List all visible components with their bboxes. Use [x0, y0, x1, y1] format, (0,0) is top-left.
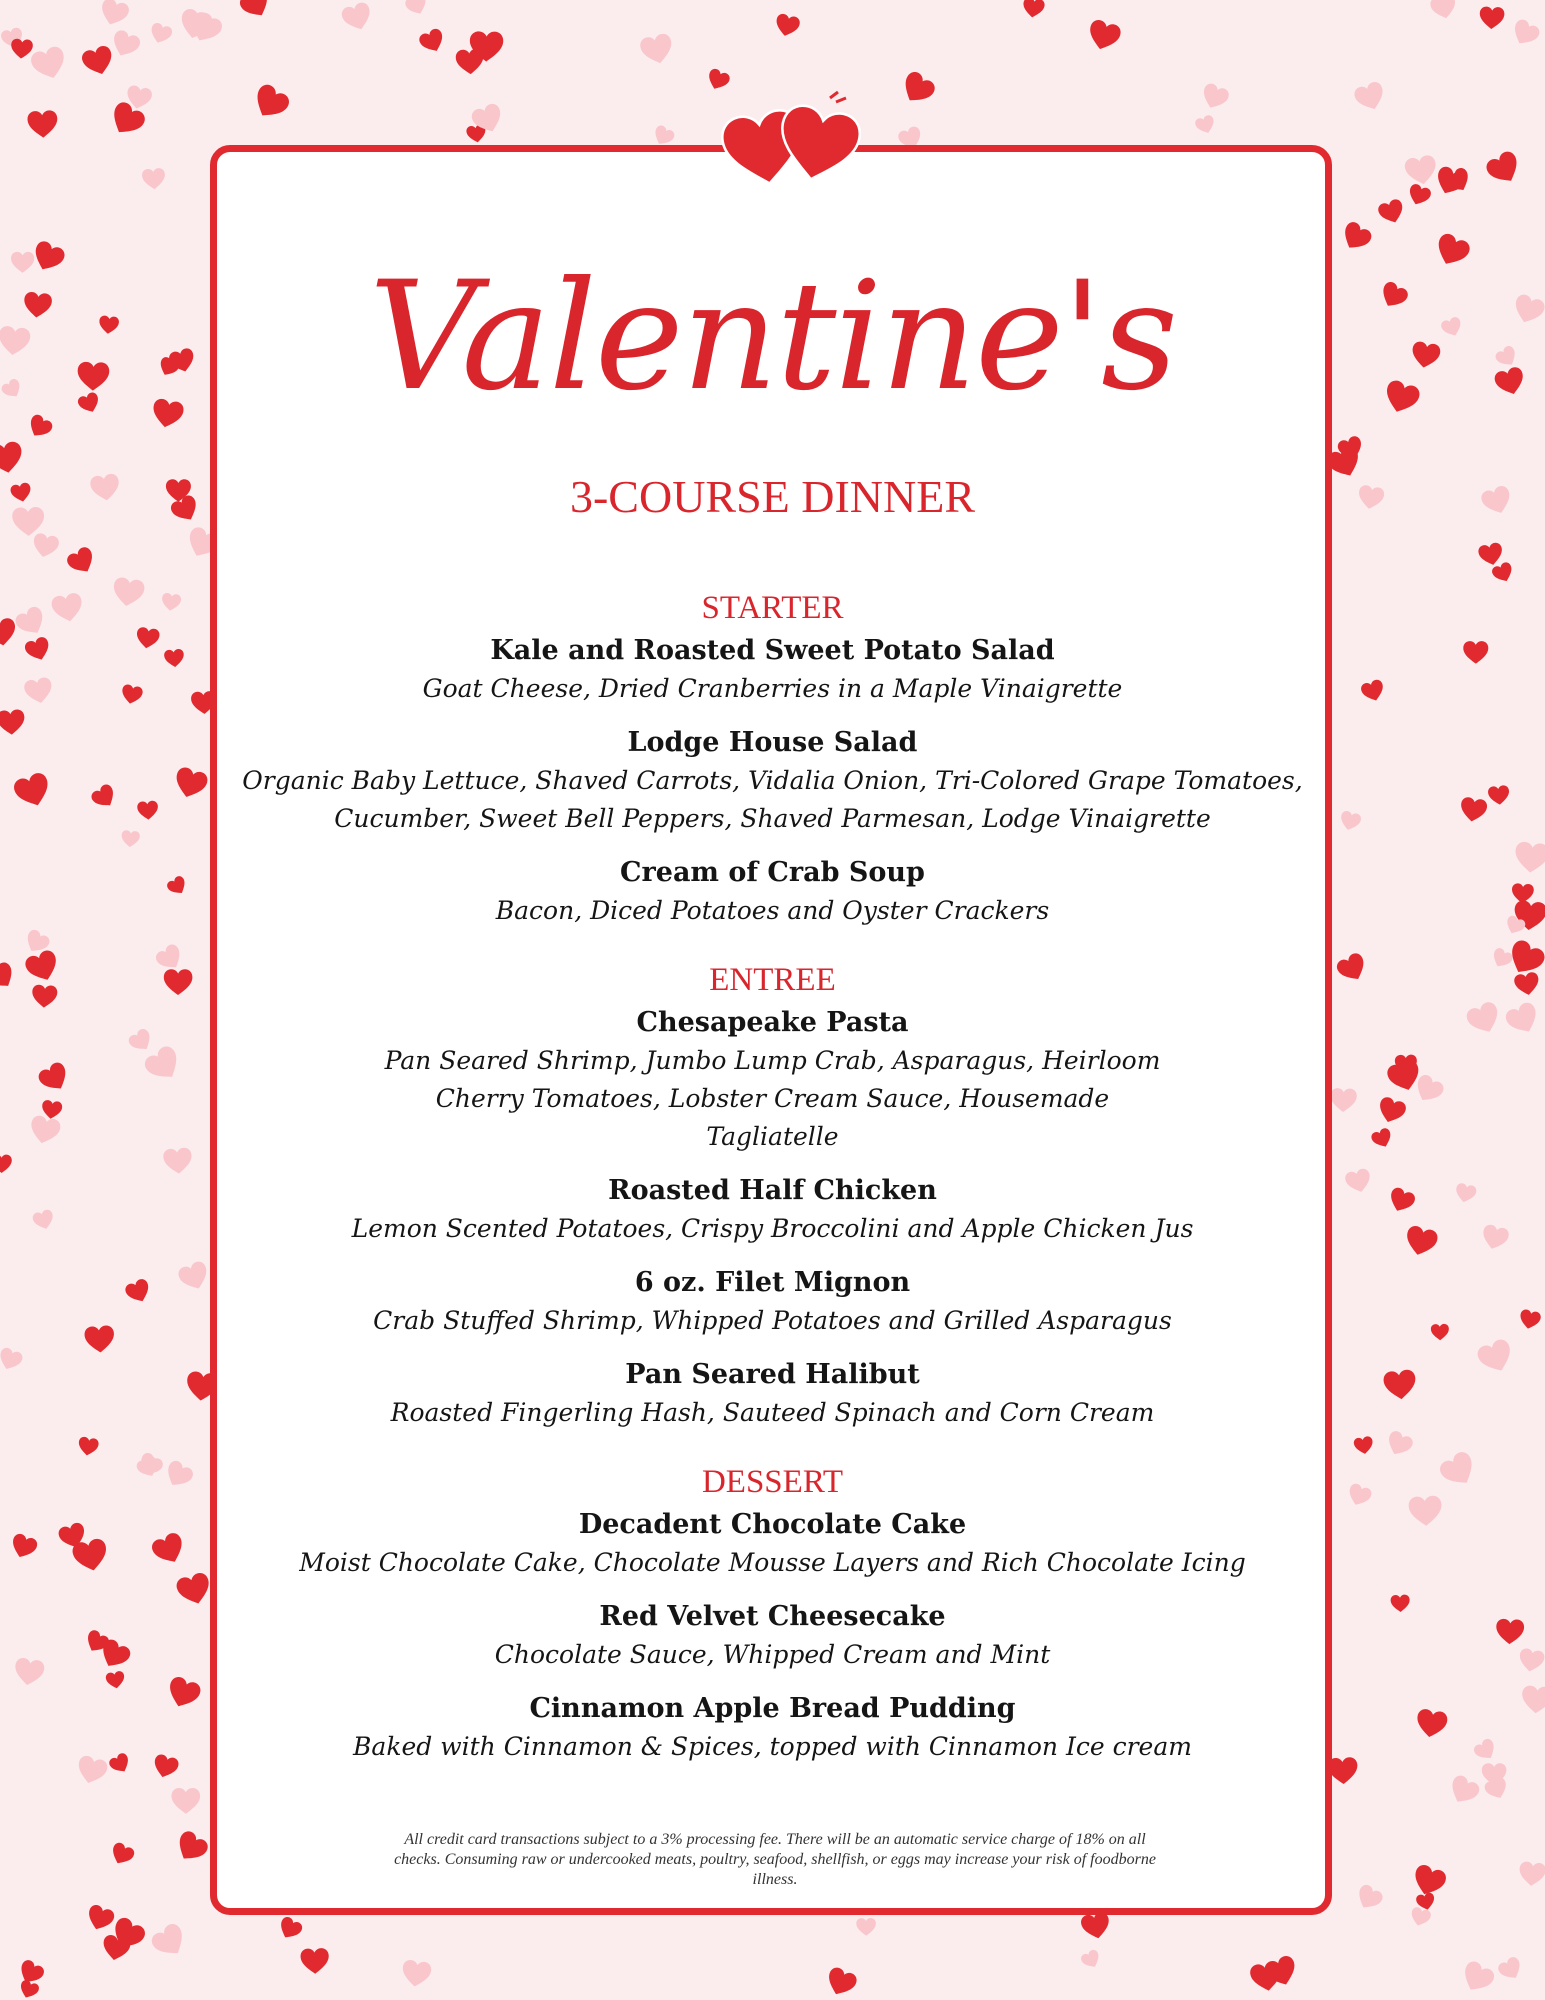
heart-icon: [823, 1965, 859, 1999]
heart-icon: [1459, 796, 1488, 823]
heart-icon: [1385, 1058, 1423, 1094]
twin-hearts-icon: [690, 90, 890, 185]
heart-icon: [1338, 810, 1362, 833]
menu-list: [230, 588, 1315, 1796]
heart-icon: [1353, 1436, 1374, 1456]
heart-icon: [176, 1259, 212, 1293]
heart-icon: [161, 592, 182, 612]
heart-icon: [1328, 1757, 1359, 1785]
heart-icon: [1334, 951, 1370, 986]
heart-icon: [1508, 17, 1541, 50]
heart-icon: [1079, 1948, 1103, 1971]
heart-icon: [1249, 1961, 1284, 1993]
heart-icon: [108, 1841, 136, 1868]
heart-icon: [164, 648, 185, 668]
heart-icon: [0, 709, 26, 736]
heart-icon: [74, 1754, 109, 1787]
heart-icon: [121, 830, 141, 848]
heart-icon: [50, 592, 85, 624]
menu-item-description: Chocolate Sauce, Whipped Cream and Mint: [494, 1640, 1051, 1669]
menu-item-description: Crab Stuffed Shrimp, Whipped Potatoes and Grilled Asparagus: [373, 1306, 1172, 1335]
menu-item-description: Pan Seared Shrimp, Jumbo Lump Crab, Asparagus, Heirloom Cherry Tomatoes, Lobster Cream Sauce, Housemade Tagliatelle: [384, 1046, 1161, 1151]
heart-icon: [80, 44, 116, 78]
heart-icon: [1517, 1647, 1545, 1673]
heart-icon: [1383, 1429, 1415, 1459]
heart-icon: [89, 782, 119, 812]
heart-icon: [300, 1948, 329, 1974]
section-dessert: [230, 1462, 1315, 1766]
heart-icon: [135, 626, 160, 649]
heart-icon: [108, 28, 142, 60]
heart-icon: [172, 1828, 211, 1866]
heart-icon: [340, 1, 375, 34]
heart-icon: [1375, 1095, 1407, 1126]
heart-icon: [1404, 154, 1439, 187]
heart-icon: [400, 1959, 432, 1988]
heart-icon: [164, 1675, 203, 1712]
heart-icon: [149, 1530, 188, 1568]
heart-icon: [1496, 1955, 1525, 1984]
heart-icon: [1383, 1369, 1418, 1401]
heart-icon: [23, 948, 62, 985]
menu-item-name: Red Velvet Cheesecake: [599, 1601, 946, 1632]
heart-icon: [23, 635, 53, 663]
heart-icon: [1345, 1482, 1373, 1509]
heart-icon: [1463, 641, 1488, 664]
heart-icon: [1408, 1495, 1443, 1526]
heart-icon: [1390, 1594, 1410, 1612]
heart-icon: [1330, 1088, 1357, 1113]
heart-icon: [31, 532, 60, 560]
heart-icon: [107, 1751, 133, 1776]
heart-icon: [1518, 1861, 1545, 1887]
heart-icon: [137, 800, 159, 820]
heart-icon: [1513, 971, 1540, 997]
heart-icon: [111, 576, 146, 608]
heart-icon: [123, 1277, 153, 1306]
heart-icon: [84, 1325, 115, 1354]
section-entree: [230, 960, 1315, 1432]
heart-icon: [248, 81, 292, 124]
heart-icon: [1495, 1618, 1524, 1644]
section-heading: ENTREE: [709, 962, 836, 998]
heart-icon: [1437, 1449, 1481, 1492]
heart-icon: [84, 1903, 116, 1934]
menu-item-name: Pan Seared Halibut: [625, 1359, 920, 1390]
heart-icon: [31, 1208, 56, 1231]
heart-icon: [1406, 182, 1433, 208]
heart-icon: [1489, 946, 1514, 971]
heart-icon: [773, 13, 801, 39]
heart-icon: [15, 1958, 46, 1988]
heart-icon: [1475, 1337, 1517, 1377]
heart-icon: [23, 676, 54, 705]
section-starter: [230, 588, 1315, 930]
heart-icon: [163, 1147, 193, 1175]
heart-icon: [31, 984, 57, 1008]
section-heading: STARTER: [701, 590, 844, 626]
heart-icon: [0, 1155, 12, 1173]
heart-icon: [77, 1436, 99, 1457]
menu-item-description: Baked with Cinnamon & Spices, topped with Cinnamon Ice cream: [353, 1732, 1192, 1761]
heart-icon: [171, 765, 209, 801]
heart-icon: [1484, 149, 1525, 189]
heart-icon: [171, 1788, 200, 1814]
heart-icon: [1376, 198, 1406, 227]
heart-icon: [404, 0, 430, 18]
heart-icon: [153, 942, 186, 974]
menu-item-name: Kale and Roasted Sweet Potato Salad: [490, 635, 1055, 666]
heart-icon: [1454, 1182, 1478, 1204]
heart-icon: [639, 32, 676, 67]
menu-item-description: Roasted Fingerling Hash, Sauteed Spinach and Corn Cream: [390, 1398, 1155, 1427]
heart-icon: [276, 1915, 305, 1943]
heart-icon: [1477, 542, 1505, 568]
heart-icon: [25, 412, 55, 441]
heart-icon: [65, 545, 99, 578]
heart-icon: [1199, 82, 1231, 113]
heart-icon: [897, 69, 938, 109]
heart-icon: [29, 45, 69, 83]
menu-item-name: 6 oz. Filet Mignon: [634, 1267, 911, 1298]
menu-item-description: Moist Chocolate Cake, Chocolate Mousse Layers and Rich Chocolate Icing: [299, 1548, 1246, 1577]
menu-item-description: Lemon Scented Potatoes, Crispy Broccolini and Apple Chicken Jus: [351, 1214, 1194, 1243]
heart-icon: [1344, 1167, 1374, 1195]
menu-item-description: Goat Cheese, Dried Cranberries in a Maple Vinaigrette: [422, 674, 1123, 703]
heart-icon: [27, 1114, 62, 1146]
heart-icon: [1490, 561, 1515, 585]
heart-icon: [1386, 1186, 1417, 1216]
heart-icon: [856, 1918, 876, 1936]
heart-icon: [36, 1060, 73, 1096]
heart-icon: [8, 1532, 39, 1561]
heart-icon: [1080, 1911, 1112, 1941]
heart-icon: [10, 38, 33, 59]
heart-icon: [148, 22, 174, 46]
footer-disclaimer: All credit card transactions subject to a 3% processing fee. There will be an automatic service charge of 18% on all checks. Consuming raw or undercooked meats, poultry, seafood, shellfish, or eggs may increase your risk of foodborne illness.: [394, 1831, 1156, 1888]
menu-item-name: Cream of Crab Soup: [620, 857, 925, 888]
menu-item-name: Roasted Half Chicken: [608, 1175, 937, 1206]
heart-icon: [17, 1979, 40, 2000]
heart-icon: [1445, 1773, 1482, 1808]
heart-icon: [0, 617, 18, 647]
heart-icon: [175, 1571, 214, 1608]
heart-icon: [164, 969, 193, 995]
heart-icon: [1464, 1000, 1504, 1038]
heart-icon: [120, 684, 144, 706]
heart-icon: [41, 1100, 63, 1120]
heart-icon: [705, 67, 732, 93]
page-subtitle: 3-COURSE DINNER: [569, 471, 976, 522]
heart-icon: [27, 110, 58, 138]
menu-item-description: Bacon, Diced Potatoes and Oyster Crackers: [495, 896, 1050, 925]
heart-icon: [151, 1753, 180, 1780]
heart-icon: [105, 1670, 126, 1689]
heart-icon: [1429, 0, 1458, 21]
heart-icon: [165, 874, 189, 898]
section-heading: DESSERT: [701, 1464, 844, 1500]
heart-icon: [1479, 6, 1505, 29]
heart-icon: [142, 1043, 186, 1086]
heart-icon: [1085, 18, 1122, 53]
heart-icon: [1480, 1223, 1511, 1252]
heart-icon: [149, 1921, 191, 1962]
heart-icon: [1487, 785, 1510, 806]
heart-icon: [1518, 1309, 1542, 1331]
heart-icon: [1194, 114, 1217, 136]
page-title: Valentine's: [368, 250, 1177, 424]
heart-icon: [1414, 1708, 1448, 1740]
heart-icon: [1472, 1737, 1500, 1764]
heart-icon: [237, 0, 274, 22]
heart-icon: [1514, 841, 1545, 874]
heart-icon: [0, 1346, 24, 1373]
heart-icon: [1403, 1224, 1440, 1258]
heart-icon: [12, 771, 54, 811]
heart-icon: [1370, 1127, 1395, 1151]
menu-item-name: Lodge House Salad: [627, 727, 918, 758]
heart-icon: [1458, 1959, 1497, 1997]
heart-icon: [161, 1458, 195, 1491]
heart-icon: [1360, 678, 1387, 704]
heart-icon: [1022, 0, 1046, 19]
heart-icon: [1521, 1685, 1545, 1714]
heart-icon: [1503, 1000, 1543, 1038]
heart-icon: [97, 0, 131, 29]
heart-icon: [142, 168, 166, 190]
heart-icon: [1338, 219, 1374, 254]
menu-item-name: Chesapeake Pasta: [636, 1007, 909, 1038]
heart-icon: [1431, 1324, 1449, 1341]
menu-item-description: Organic Baby Lettuce, Shaved Carrots, Vidalia Onion, Tri-Colored Grape Tomatoes, Cucumber, Sweet Bell Peppers, Shaved Parmesan, Lodge Vinaigrette: [242, 766, 1303, 833]
heart-icon: [126, 1027, 155, 1056]
heart-icon: [0, 960, 19, 993]
heart-icon: [13, 604, 50, 640]
heart-icon: [417, 27, 447, 56]
heart-icon: [1353, 1882, 1385, 1913]
menu-item-name: Decadent Chocolate Cake: [578, 1509, 967, 1540]
heart-icon: [1352, 80, 1388, 114]
menu-item-name: Cinnamon Apple Bread Pudding: [529, 1693, 1016, 1724]
heart-icon: [13, 1657, 46, 1687]
heart-icon: [1409, 1906, 1433, 1928]
